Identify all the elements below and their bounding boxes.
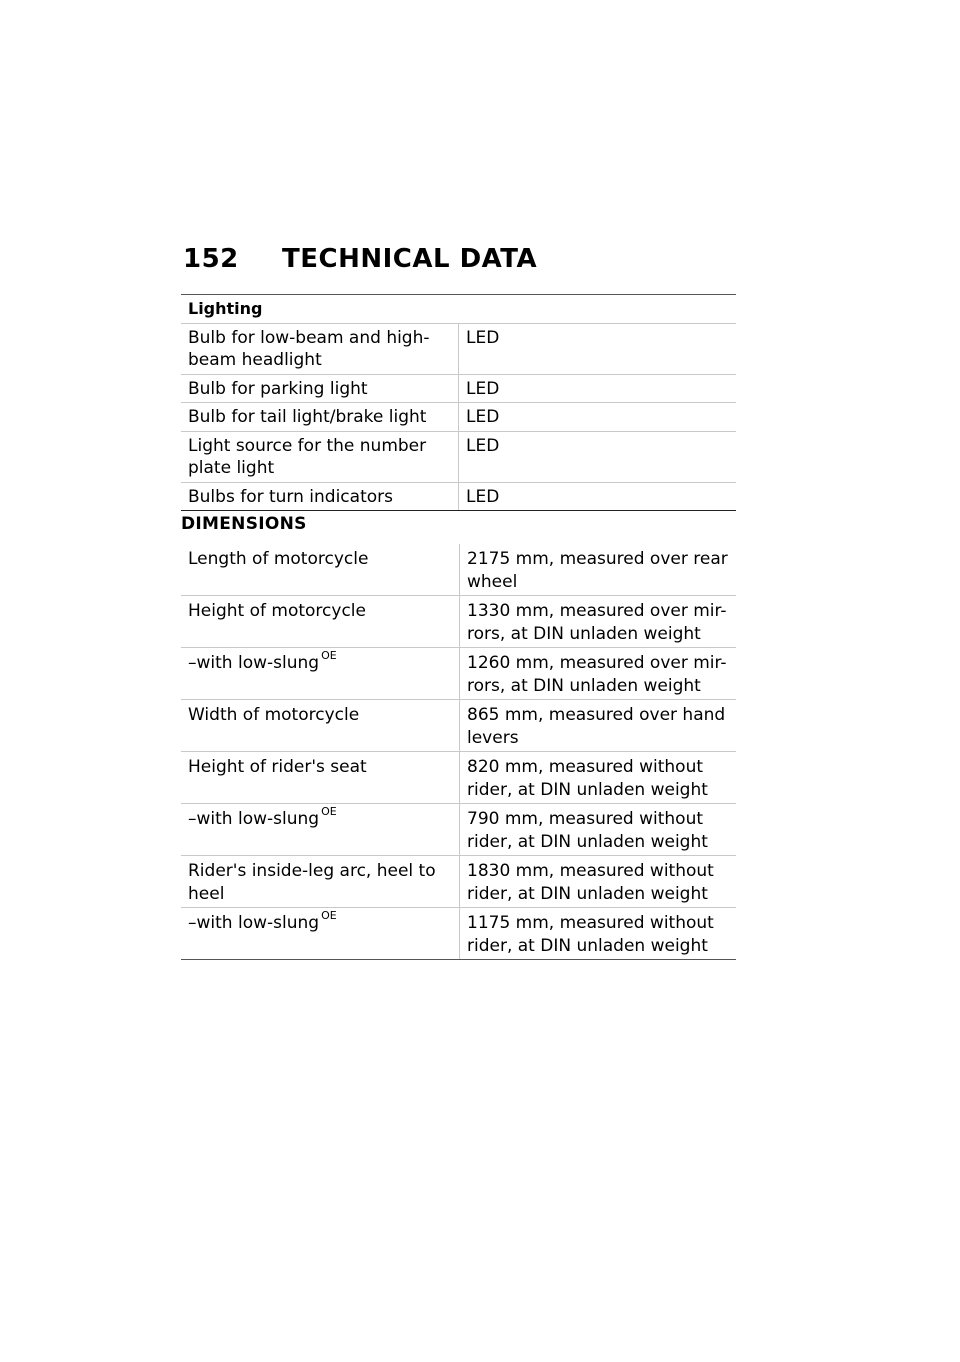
lighting-heading: Lighting (181, 295, 736, 323)
row-label: Bulb for parking light (181, 374, 459, 403)
row-label-cell (181, 700, 460, 752)
row-label: Bulb for tail light/brake light (181, 403, 459, 432)
row-label: Height of rider's seat (188, 757, 367, 777)
table-row (181, 374, 736, 403)
table-row (181, 596, 736, 648)
table-row (181, 544, 736, 596)
optional-equipment-mark: OE (321, 649, 337, 663)
row-value: 865 mm, measured over hand levers (460, 700, 737, 752)
row-label: Rider's inside-leg arc, heel to heel (188, 861, 436, 904)
row-value: 790 mm, measured without rider, at DIN unladen weight (460, 804, 737, 856)
row-label: Height of motorcycle (188, 601, 366, 621)
row-label: –with low-slung (188, 653, 320, 673)
table-row (181, 403, 736, 432)
row-value: LED (459, 431, 737, 482)
row-label: Width of motorcycle (188, 705, 360, 725)
row-label-cell (181, 908, 460, 960)
table-row (181, 804, 736, 856)
table-row (181, 323, 736, 374)
row-label-cell (181, 544, 460, 596)
row-label: –with low-slung (188, 809, 320, 829)
row-value: 1830 mm, measured without rider, at DIN unladen weight (460, 856, 737, 908)
row-label: Bulb for low-beam and high-beam headlight (181, 323, 459, 374)
table-row (181, 482, 736, 511)
row-label-cell (181, 648, 460, 700)
table-row (181, 752, 736, 804)
chapter-title: TECHNICAL DATA (282, 244, 538, 274)
page-number: 152 (183, 244, 239, 274)
row-label: Bulbs for turn indicators (181, 482, 459, 511)
optional-equipment-mark: OE (321, 909, 337, 923)
lighting-heading-row (181, 295, 736, 323)
dimensions-heading: DIMENSIONS (181, 510, 736, 534)
row-value: LED (459, 482, 737, 511)
row-value: 1175 mm, measured without rider, at DIN unladen weight (460, 908, 737, 960)
row-value: LED (459, 403, 737, 432)
table-row (181, 908, 736, 960)
row-value: LED (459, 323, 737, 374)
table-row (181, 648, 736, 700)
row-label-cell (181, 596, 460, 648)
lighting-table (181, 294, 736, 511)
optional-equipment-mark: OE (321, 805, 337, 819)
dimensions-table (181, 544, 736, 960)
row-value: 820 mm, measured without rider, at DIN unladen weight (460, 752, 737, 804)
row-value: LED (459, 374, 737, 403)
table-row (181, 431, 736, 482)
row-label: Length of motorcycle (188, 549, 369, 569)
row-value: 1330 mm, measured over mir-rors, at DIN unladen weight (460, 596, 737, 648)
table-row (181, 700, 736, 752)
table-row (181, 856, 736, 908)
row-label-cell (181, 752, 460, 804)
row-value: 1260 mm, measured over mir-rors, at DIN unladen weight (460, 648, 737, 700)
row-label: –with low-slung (188, 913, 320, 933)
row-label-cell (181, 856, 460, 908)
row-value: 2175 mm, measured over rear wheel (460, 544, 737, 596)
row-label-cell (181, 804, 460, 856)
row-label: Light source for the number plate light (181, 431, 459, 482)
